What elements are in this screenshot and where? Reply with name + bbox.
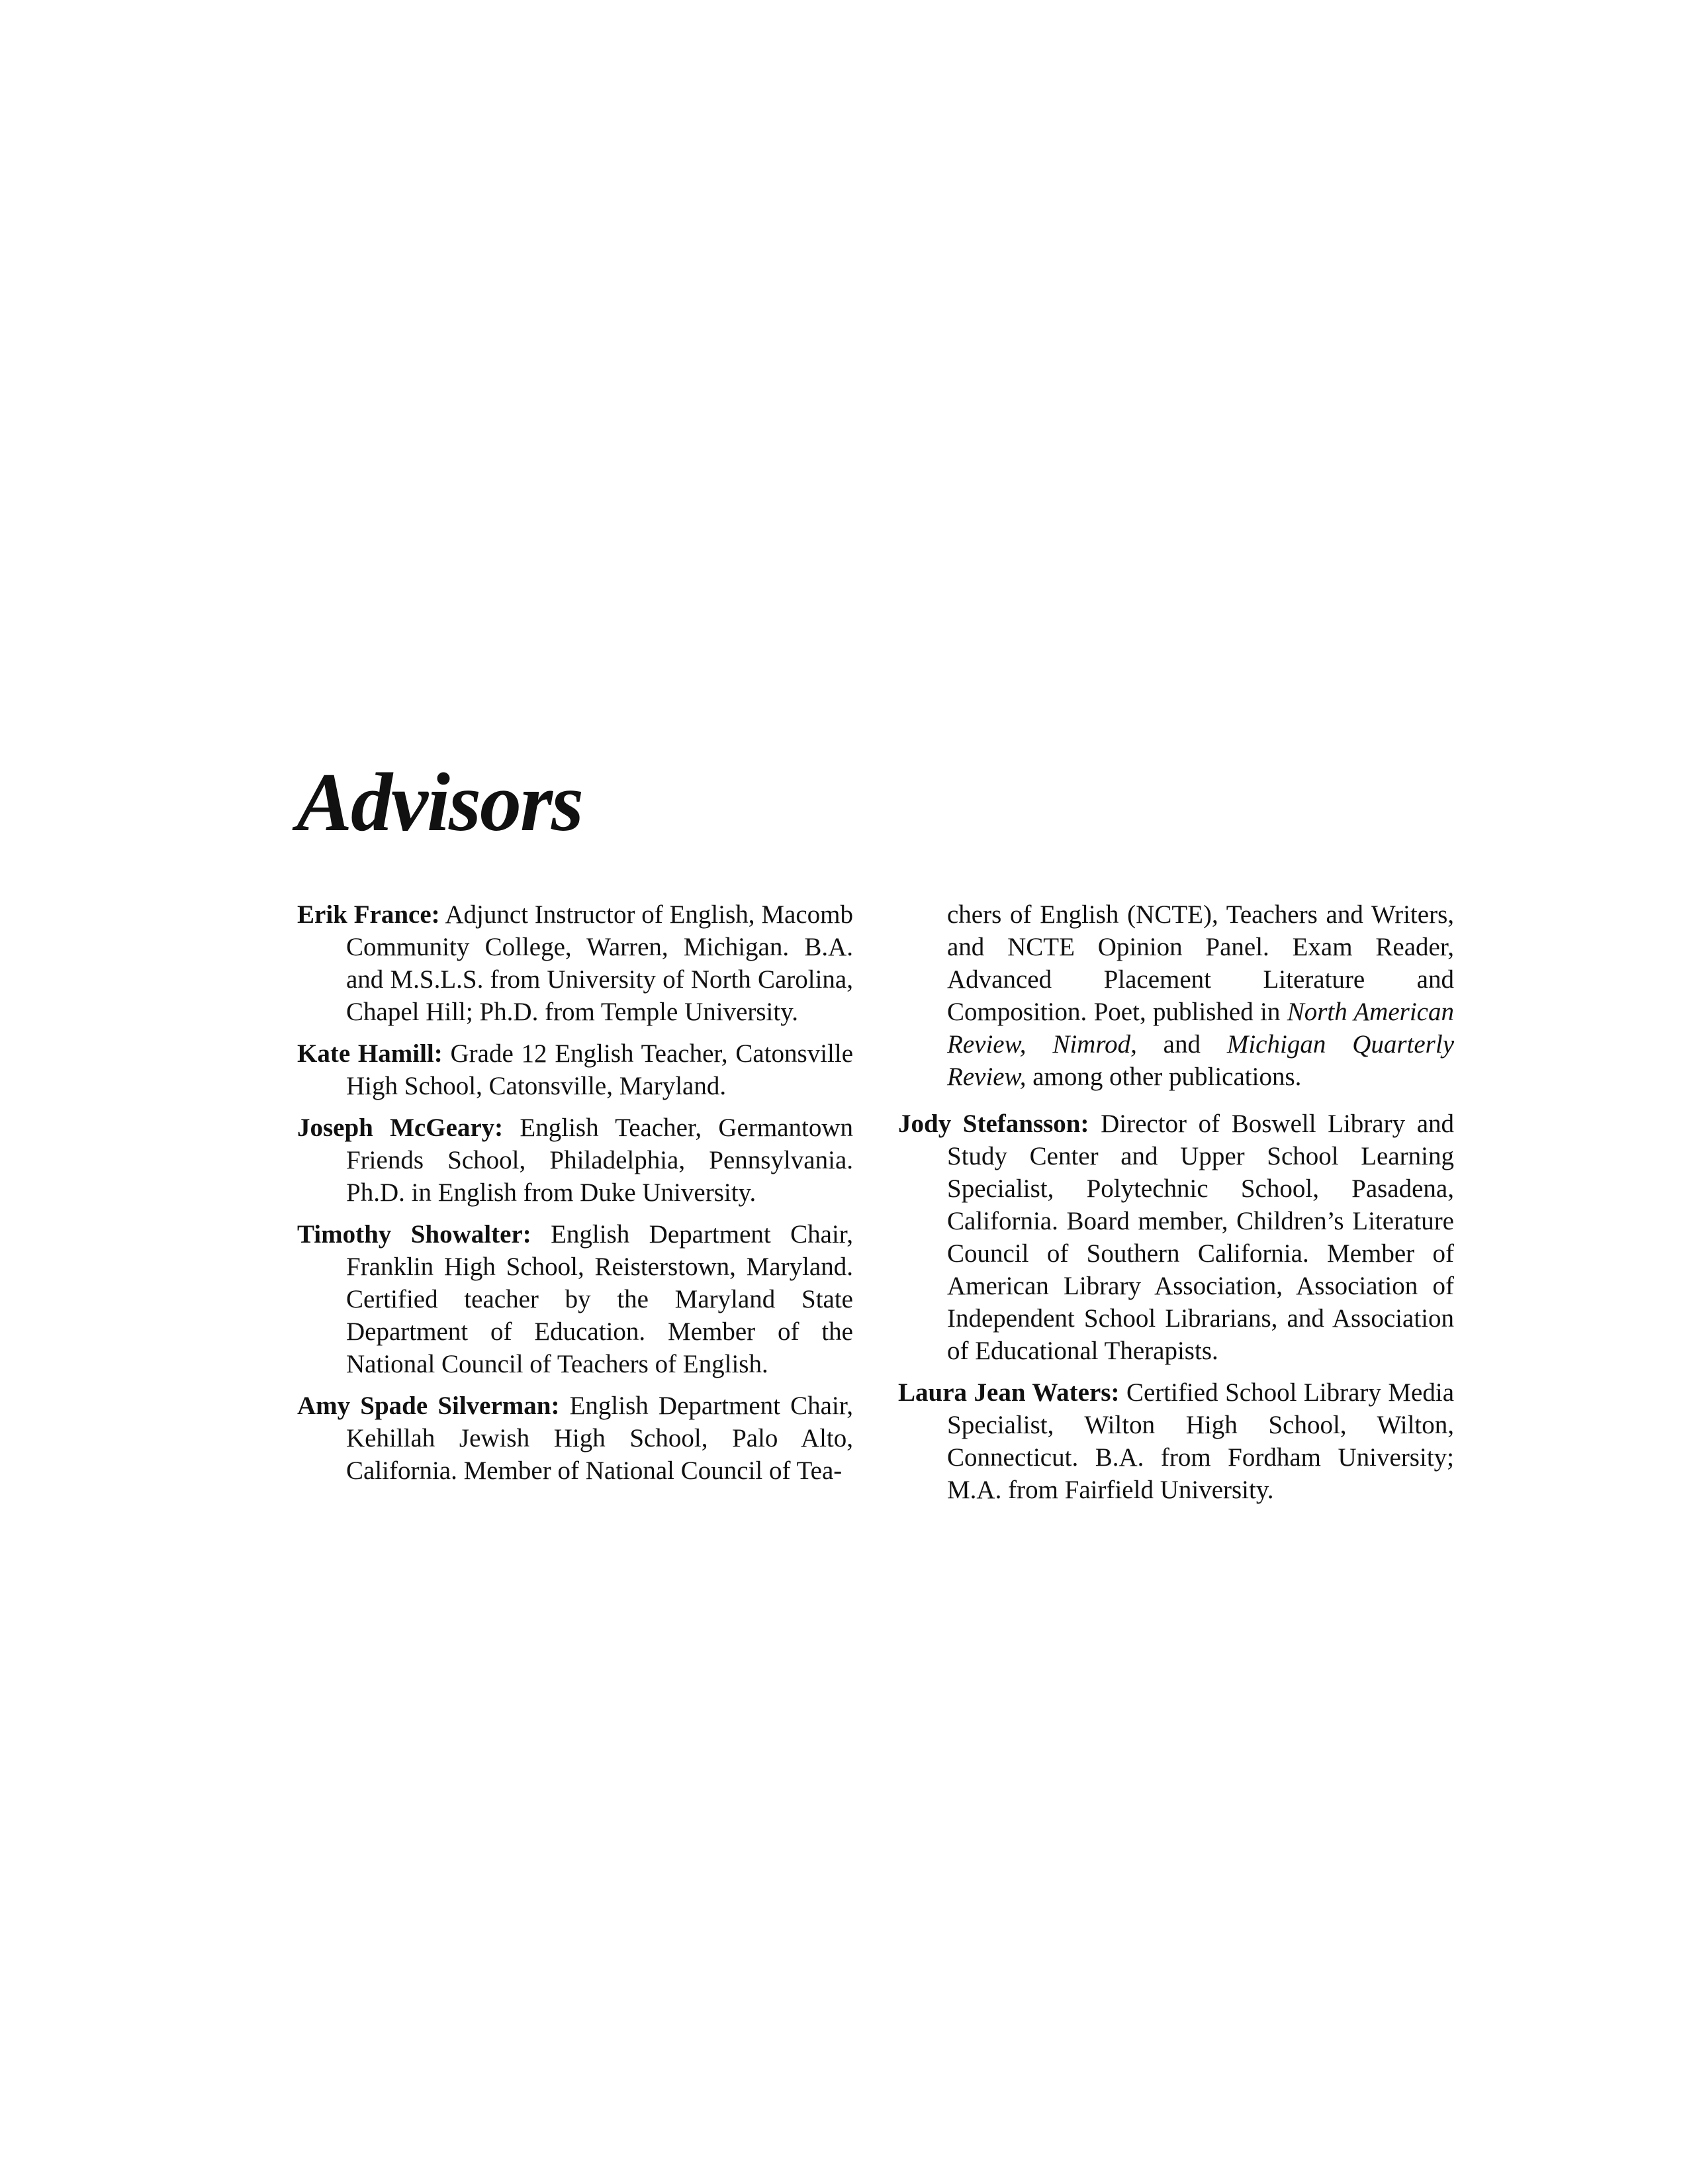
left-column: [297, 898, 853, 1496]
publication-titles: North American Review, Nimrod,: [947, 998, 1454, 1059]
right-column: [898, 898, 1454, 1515]
advisor-bio: Adjunct Instructor of English, Macomb Community College, Warren, Michigan. B.A. and M.S.L.S. from University of North Carolina, Chapel Hill; Ph.D. from Temple University.: [346, 900, 853, 1026]
advisor-entry-amy-spade-silverman-continued: [898, 898, 1454, 1093]
advisor-entry-erik-france: [297, 898, 853, 1028]
advisor-entry-timothy-showalter: [297, 1218, 853, 1380]
advisor-name: Laura Jean Waters:: [898, 1378, 1120, 1407]
advisor-bio-continued: chers of English (NCTE), Teachers and Writers, and NCTE Opinion Panel. Exam Reader, Advanced Placement Literature and Composition. Poet, published in: [947, 900, 1454, 1026]
advisor-bio: Grade 12 English Teacher, Catonsville High School, Catonsville, Maryland.: [346, 1039, 854, 1100]
advisor-entry-kate-hamill: [297, 1037, 853, 1102]
advisor-name: Jody Stefansson:: [898, 1110, 1089, 1138]
advisor-name: Kate Hamill:: [297, 1039, 443, 1068]
advisor-bio: Certified School Library Media Specialist, Wilton High School, Wilton, Connecticut. B.A. from Fordham University; M.A. from Fairfield University.: [947, 1378, 1454, 1504]
advisor-name: Joseph McGeary:: [297, 1114, 504, 1142]
page-title: Advisors: [296, 757, 583, 849]
advisor-name: Timothy Showalter:: [297, 1220, 531, 1249]
advisor-name: Erik France:: [297, 900, 440, 929]
advisor-bio: Director of Boswell Library and Study Center and Upper School Learning Specialist, Polytechnic School, Pasadena, California. Board member, Children’s Literature Council of Southern California. Member of American Library Association, Association of Independent School Librarians, and Association of Educational Therapists.: [947, 1110, 1455, 1365]
advisor-name: Amy Spade Silverman:: [297, 1392, 560, 1420]
advisor-entry-laura-jean-waters: [898, 1376, 1454, 1506]
publication-title: Michigan Quarterly Review,: [947, 1030, 1455, 1091]
advisor-bio: English Teacher, Germantown Friends School, Philadelphia, Pennsylvania. Ph.D. in English from Duke University.: [346, 1114, 854, 1207]
advisor-bio-continued: and: [1136, 1030, 1227, 1059]
advisor-entry-joseph-mcgeary: [297, 1112, 853, 1209]
advisor-bio-continued: among other publications.: [1026, 1063, 1302, 1091]
advisor-entry-jody-stefansson: [898, 1108, 1454, 1367]
advisor-bio: English Department Chair, Kehillah Jewish High School, Palo Alto, California. Member of National Council of Tea-: [346, 1392, 853, 1485]
advisor-bio: English Department Chair, Franklin High School, Reisterstown, Maryland. Certified teacher by the Maryland State Department of Education. Member of the National Council of Teachers of English.: [346, 1220, 853, 1378]
advisor-entry-amy-spade-silverman: [297, 1390, 853, 1487]
